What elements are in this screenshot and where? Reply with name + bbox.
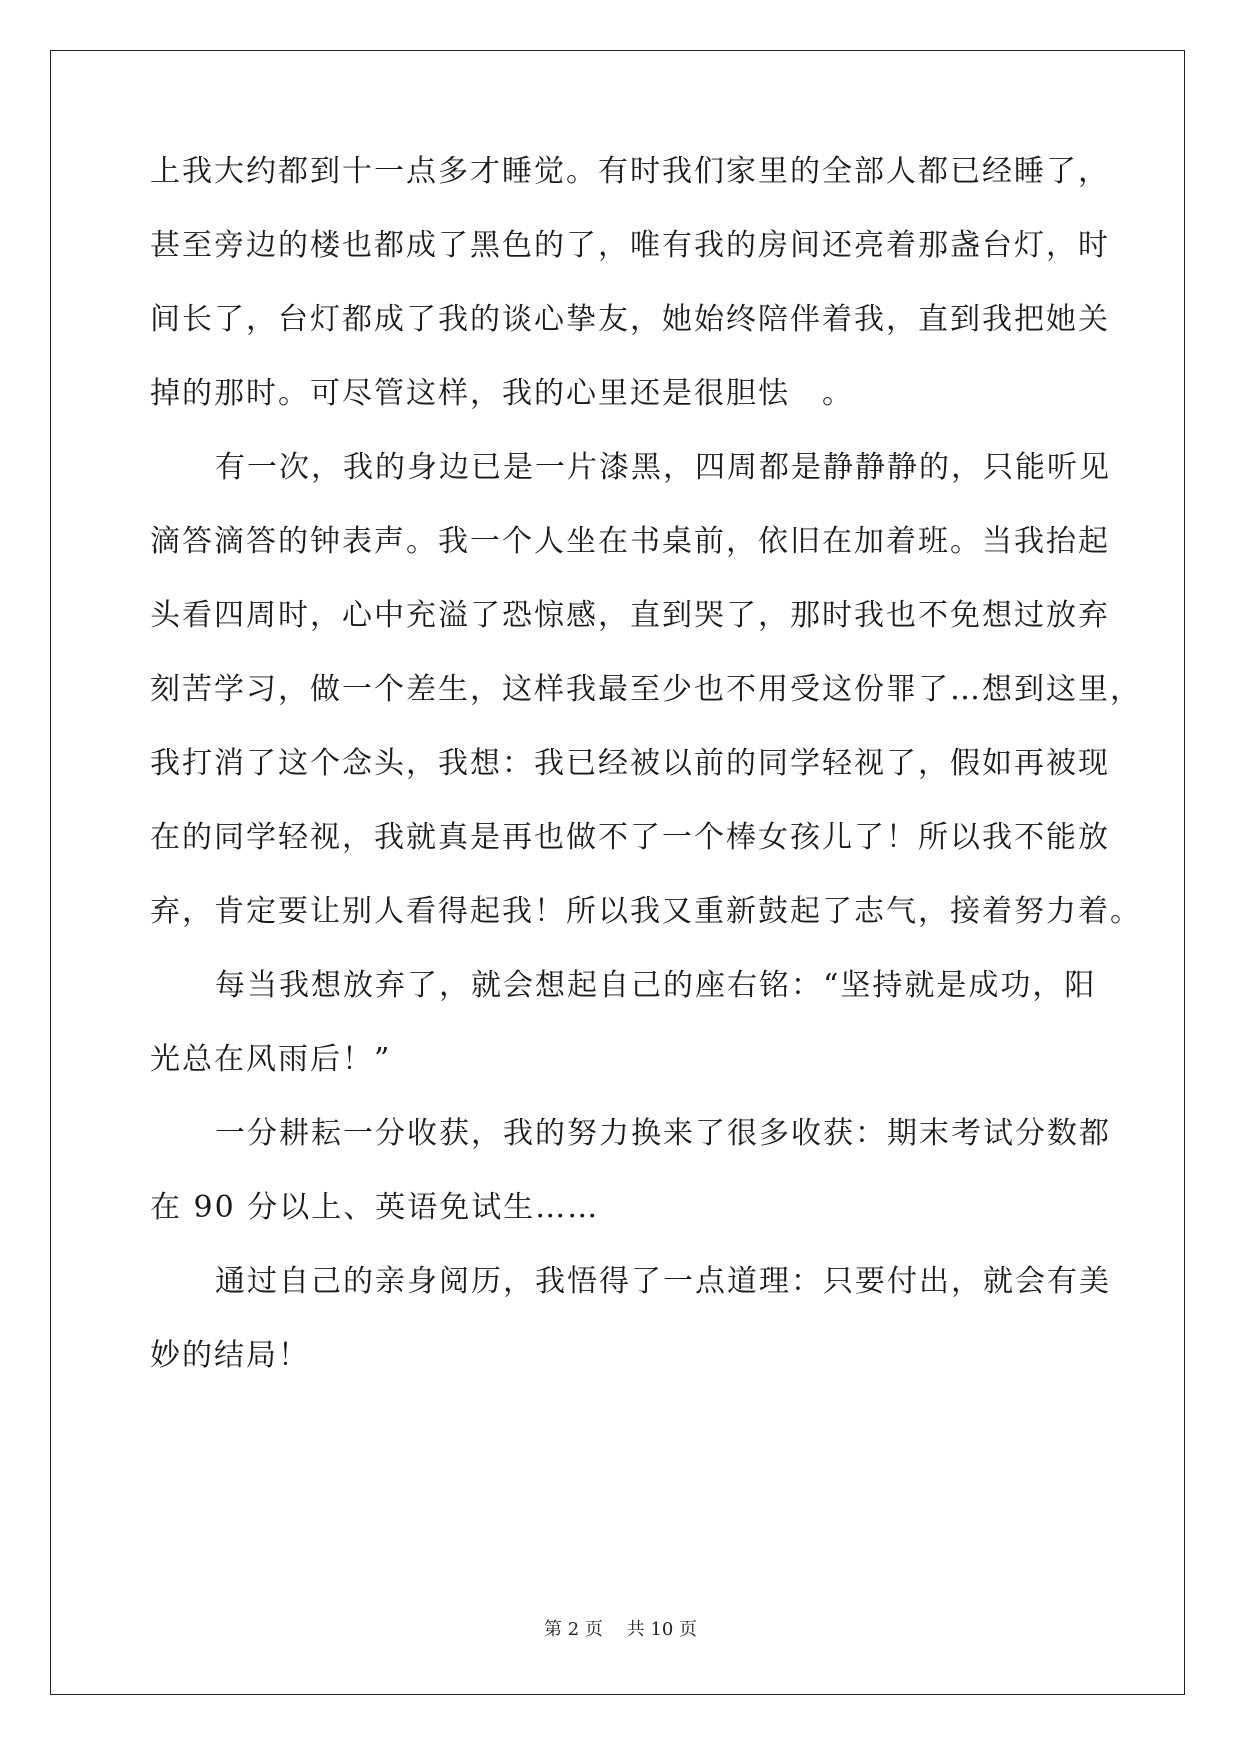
paragraph-line: 在的同学轻视，我就真是再也做不了一个棒女孩儿了！所以我不能放 [150,820,1110,855]
paragraph-line: 刻苦学习，做一个差生，这样我最至少也不用受这份罪了…想到这里， [150,672,1142,707]
paragraph-line: 甚至旁边的楼也都成了黑色的了，唯有我的房间还亮着那盏台灯，时 [150,228,1110,263]
paragraph-line: 头看四周时，心中充溢了恐惊感，直到哭了，那时我也不免想过放弃 [150,598,1110,633]
paragraph-line: 通过自己的亲身阅历，我悟得了一点道理：只要付出，就会有美 [215,1264,1111,1299]
paragraph-line: 光总在风雨后！” [150,1042,392,1077]
paragraph-line: 上我大约都到十一点多才睡觉。有时我们家里的全部人都已经睡了， [150,154,1110,189]
page-number: 第 2 页 [544,1619,603,1640]
paragraph-line: 滴答滴答的钟表声。我一个人坐在书桌前，依旧在加着班。当我抬起 [150,524,1110,559]
paragraph-line: 每当我想放弃了，就会想起自己的座右铭：“坚持就是成功，阳 [215,968,1097,1003]
paragraph-line: 妙的结局！ [150,1338,310,1373]
paragraph-line: 间长了，台灯都成了我的谈心挚友，她始终陪伴着我，直到我把她关 [150,302,1110,337]
paragraph-line: 在 90 分以上、英语免试生…… [150,1190,600,1225]
paragraph-line: 掉的那时。可尽管这样，我的心里还是很胆怯 。 [150,376,854,411]
page-border [50,50,1185,1695]
paragraph-line: 我打消了这个念头，我想：我已经被以前的同学轻视了，假如再被现 [150,746,1110,781]
paragraph-line: 一分耕耘一分收获，我的努力换来了很多收获：期末考试分数都 [215,1116,1111,1151]
page-total: 共 10 页 [626,1619,697,1640]
paragraph-line: 弃，肯定要让别人看得起我！所以我又重新鼓起了志气，接着努力着。 [150,894,1142,929]
page-footer [0,1615,1241,1641]
paragraph-line: 有一次，我的身边已是一片漆黑，四周都是静静静的，只能听见 [215,450,1111,485]
